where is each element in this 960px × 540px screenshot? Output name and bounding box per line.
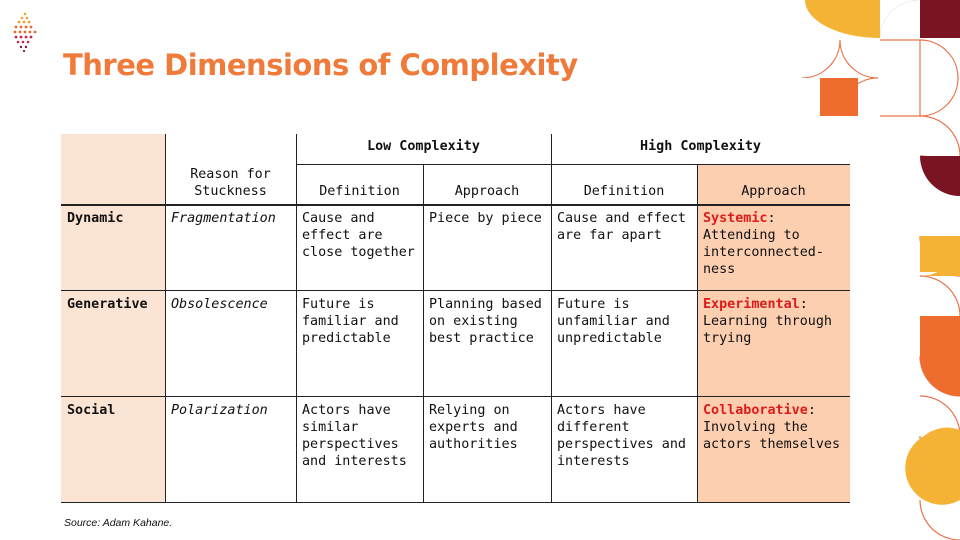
reason-generative: Obsolescence <box>171 297 268 312</box>
high-approach-dynamic <box>697 206 850 278</box>
reason-dynamic: Fragmentation <box>171 211 276 226</box>
high-definition-dynamic: Cause and effect are far apart <box>557 211 686 243</box>
approach-keyword: Systemic <box>703 211 768 226</box>
approach-description: : Attending to interconnected-ness <box>703 211 824 277</box>
high-approach-social <box>697 398 850 453</box>
approach-keyword: Experimental <box>703 297 800 312</box>
low-approach-header: Approach <box>454 184 520 199</box>
complexity-table <box>61 134 850 503</box>
source-citation: Source: Adam Kahane. <box>64 517 173 529</box>
row-label-column-fill <box>61 134 165 503</box>
approach-description: : Involving the actors themselves <box>703 403 841 452</box>
high-definition-generative: Future is unfamiliar and unpredictable <box>557 297 670 346</box>
low-approach-social: Relying on experts and authorities <box>429 403 518 452</box>
high-approach-header: Approach <box>741 184 806 199</box>
low-definition-dynamic: Cause and effect are close together <box>302 211 415 260</box>
low-definition-header: Definition <box>319 184 400 199</box>
page-title: Three Dimensions of Complexity <box>63 48 578 82</box>
low-complexity-header: Low Complexity <box>367 139 480 154</box>
high-approach-generative <box>697 292 850 347</box>
low-approach-dynamic: Piece by piece <box>429 211 542 226</box>
reason-header <box>165 166 296 200</box>
low-approach-generative: Planning based on existing best practice <box>429 297 542 346</box>
high-definition-header: Definition <box>583 184 665 199</box>
high-complexity-header: High Complexity <box>640 139 761 154</box>
dotted-flame-logo-icon <box>10 10 40 54</box>
reason-social: Polarization <box>171 403 268 418</box>
reason-header-line2: Stuckness <box>194 184 267 199</box>
approach-description: : Learning through trying <box>703 297 832 346</box>
high-definition-social: Actors have different perspectives and interests <box>557 403 686 469</box>
row-label-dynamic: Dynamic <box>67 211 124 226</box>
reason-header-line1: Reason for <box>190 167 271 182</box>
row-label-generative: Generative <box>67 297 148 312</box>
approach-keyword: Collaborative <box>703 403 808 418</box>
row-label-social: Social <box>67 403 116 418</box>
low-definition-generative: Future is familiar and predictable <box>302 297 399 346</box>
low-definition-social: Actors have similar perspectives and interests <box>302 403 407 469</box>
